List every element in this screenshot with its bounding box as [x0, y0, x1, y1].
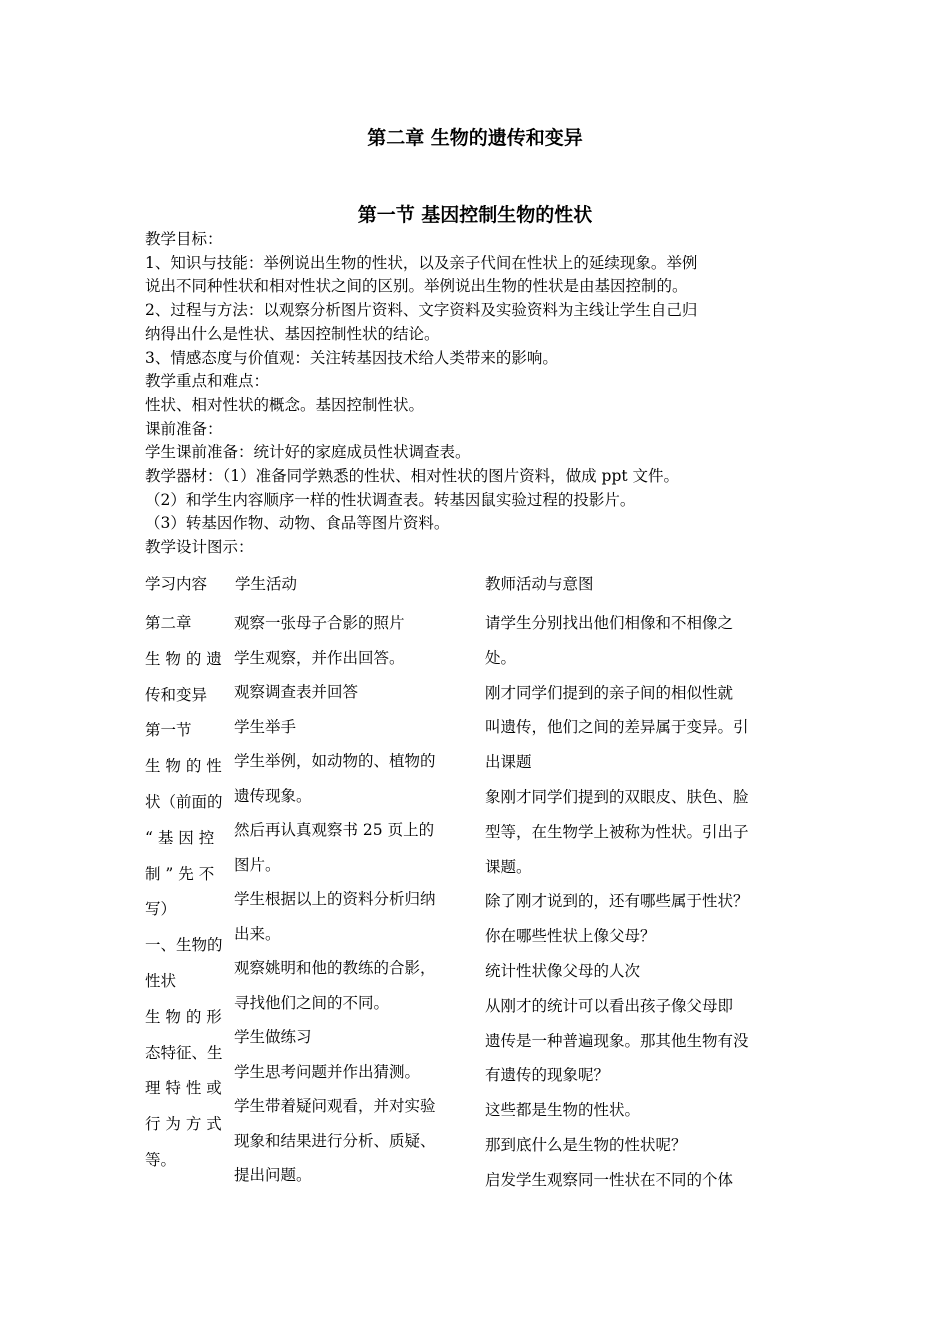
table-header-row [145, 572, 810, 596]
teacher-activity-line: 这些都是生物的性状。 [485, 1101, 641, 1120]
learning-content-line: 生 物 的 性 [145, 757, 222, 776]
learning-content-line: 生 物 的 遗 [145, 649, 222, 668]
learning-content-line: 传和变异 [145, 685, 208, 704]
student-activity-line: 然后再认真观察书 25 页上的 [234, 821, 435, 839]
body-line: 性状、相对性状的概念。基因控制性状。 [145, 395, 425, 414]
learning-content-line: 一、生物的 [145, 936, 223, 955]
body-line: 1、知识与技能：举例说出生物的性状，以及亲子代间在性状上的延续现象。举例 [145, 253, 698, 272]
lesson-design-table [145, 572, 810, 596]
body-line: 教学重点和难点： [145, 372, 270, 391]
section-title: 第一节 基因控制生物的性状 [357, 204, 593, 226]
teacher-activity-line: 象刚才同学们提到的双眼皮、肤色、脸 [485, 787, 749, 806]
student-activity-line: 学生带着疑问观看，并对实验 [234, 1097, 436, 1115]
body-text [145, 228, 810, 560]
teacher-activity-line: 有遗传的现象呢？ [485, 1066, 610, 1085]
header-teacher-activity: 教师活动与意图 [485, 575, 594, 593]
body-line: 教学设计图示： [145, 538, 254, 557]
student-activity-line: 观察一张母子合影的照片 [234, 614, 405, 632]
student-activity-line: 学生思考问题并作出猜测。 [234, 1062, 421, 1081]
teacher-activity-line: 型等，在生物学上被称为性状。引出子 [485, 822, 749, 841]
teacher-activity-line: 叫遗传，他们之间的差异属于变异。引 [485, 718, 749, 737]
student-activity-line: 寻找他们之间的不同。 [234, 993, 390, 1012]
body-line: 2、过程与方法：以观察分析图片资料、文字资料及实验资料为主线让学生自己归 [145, 301, 698, 320]
body-line: 学生课前准备：统计好的家庭成员性状调查表。 [145, 443, 471, 462]
learning-content-line: 性状 [145, 971, 177, 990]
student-activity-line: 现象和结果进行分析、质疑、 [234, 1131, 436, 1150]
body-line: 纳得出什么是性状、基因控制性状的结论。 [145, 324, 440, 343]
learning-content-line: 制 ” 先 不 [145, 864, 215, 883]
learning-content-line: 等。 [145, 1150, 177, 1169]
learning-content-line: 状（前面的 [145, 792, 223, 811]
student-activity-line: 学生举手 [234, 717, 297, 736]
student-activity-line: 图片。 [234, 855, 281, 874]
column-student-activity [234, 606, 484, 1193]
student-activity-line: 学生举例，如动物的、植物的 [234, 752, 436, 770]
student-activity-line: 遗传现象。 [234, 786, 312, 805]
body-line: （2）和学生内容顺序一样的性状调查表。转基因鼠实验过程的投影片。 [145, 490, 636, 509]
learning-content-line: 态特征、生 [145, 1043, 223, 1062]
teacher-activity-line: 你在哪些性状上像父母？ [485, 927, 656, 946]
student-activity-line: 学生根据以上的资料分析归纳 [234, 890, 436, 908]
learning-content-line: 理 特 性 或 [145, 1079, 222, 1098]
teacher-activity-line: 请学生分别找出他们相像和不相像之 [485, 614, 734, 632]
teacher-activity-line: 除了刚才说到的，还有哪些属于性状？ [485, 892, 749, 911]
student-activity-line: 观察调查表并回答 [234, 683, 359, 701]
learning-content-line: 第二章 [145, 614, 192, 632]
learning-content-line: 第一节 [145, 721, 192, 740]
student-activity-line: 学生观察，并作出回答。 [234, 648, 405, 667]
header-learning-content: 学习内容 [145, 575, 208, 593]
teacher-activity-line: 出课题 [485, 753, 532, 772]
learning-content-line: 生 物 的 形 [145, 1007, 222, 1026]
body-line: 教学目标： [145, 230, 223, 248]
body-line: 教学器材：（1）准备同学熟悉的性状、相对性状的图片资料，做成 ppt 文件。 [145, 467, 680, 486]
teacher-activity-line: 遗传是一种普遍现象。那其他生物有没 [485, 1031, 749, 1050]
learning-content-line: 写） [145, 900, 177, 919]
learning-content-line: “ 基 因 控 [145, 828, 215, 847]
body-line: 说出不同种性状和相对性状之间的区别。举例说出生物的性状是由基因控制的。 [145, 277, 688, 296]
body-line: 课前准备： [145, 419, 223, 438]
student-activity-line: 提出问题。 [234, 1166, 312, 1184]
learning-content-line: 行 为 方 式 [145, 1115, 222, 1134]
header-student-activity: 学生活动 [235, 575, 298, 593]
teacher-activity-line: 处。 [485, 648, 517, 667]
body-line: （3）转基因作物、动物、食品等图片资料。 [145, 514, 450, 533]
student-activity-line: 出来。 [234, 924, 281, 943]
teacher-activity-line: 刚才同学们提到的亲子间的相似性就 [485, 683, 734, 702]
teacher-activity-line: 从刚才的统计可以看出孩子像父母即 [485, 996, 734, 1015]
teacher-activity-line: 课题。 [485, 857, 532, 876]
teacher-activity-line: 启发学生观察同一性状在不同的个体 [485, 1170, 734, 1189]
student-activity-line: 观察姚明和他的教练的合影， [234, 959, 436, 977]
student-activity-line: 学生做练习 [234, 1028, 312, 1046]
teacher-activity-line: 统计性状像父母的人次 [485, 961, 641, 980]
body-line: 3、情感态度与价值观：关注转基因技术给人类带来的影响。 [145, 348, 558, 367]
column-learning-content [145, 606, 233, 1179]
chapter-title: 第二章 生物的遗传和变异 [367, 127, 583, 149]
teacher-activity-line: 那到底什么是生物的性状呢？ [485, 1135, 687, 1154]
column-teacher-activity [485, 606, 810, 1198]
